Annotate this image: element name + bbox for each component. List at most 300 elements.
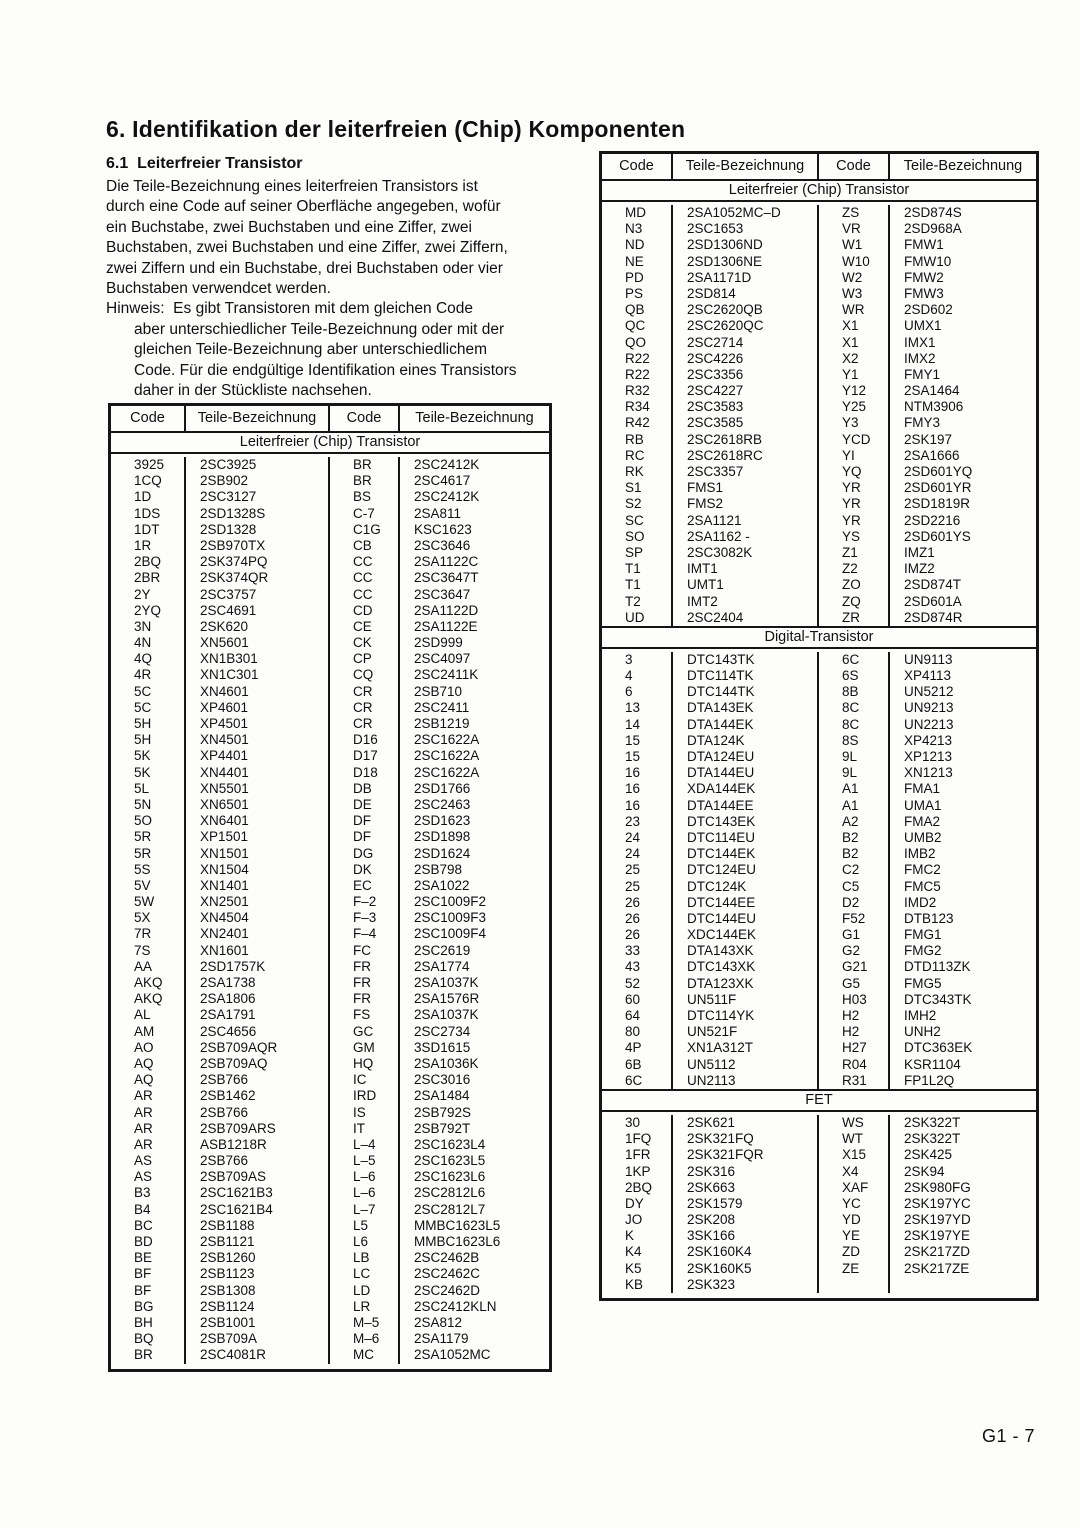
table-row — [602, 1244, 1036, 1260]
table-section-title: Digital-Transistor — [602, 626, 1036, 649]
part-name-cell: 2SK197YD — [904, 1212, 971, 1228]
code-cell: CC — [330, 554, 400, 570]
part-name-cell: 2SC2734 — [414, 1023, 471, 1039]
code-cell: 33 — [602, 943, 673, 959]
code-cell: BE — [111, 1250, 186, 1266]
table-row — [602, 927, 1036, 943]
part-name-cell: FMW1 — [904, 237, 944, 253]
part-name-cell: IMB2 — [904, 846, 936, 862]
code-cell: JO — [602, 1212, 673, 1228]
code-cell: 9L — [819, 765, 890, 781]
code-cell: AR — [111, 1105, 186, 1121]
code-cell: G5 — [819, 976, 890, 992]
part-name-cell: 2SB766 — [186, 1105, 330, 1121]
code-cell: QO — [602, 335, 673, 351]
table-row — [111, 1315, 549, 1331]
part-name-cell: 2SC1653 — [673, 221, 819, 237]
table-row — [602, 415, 1036, 431]
part-name-cell: XN1213 — [904, 765, 953, 781]
table-row — [111, 1331, 549, 1347]
code-cell: 5X — [111, 910, 186, 926]
part-name-cell: 2SC4617 — [414, 473, 471, 489]
part-name-cell: 2SK94 — [904, 1163, 945, 1179]
code-cell: 2BQ — [602, 1180, 673, 1196]
code-cell: CE — [330, 619, 400, 635]
code-cell: 5S — [111, 862, 186, 878]
code-cell: LC — [330, 1266, 400, 1282]
table-row — [602, 717, 1036, 733]
table-row — [111, 587, 549, 603]
table-row — [602, 1180, 1036, 1196]
code-cell: C5 — [819, 879, 890, 895]
code-cell: 9L — [819, 749, 890, 765]
table-row — [111, 1250, 549, 1266]
part-name-cell: 2SB1124 — [186, 1299, 330, 1315]
table-row — [111, 667, 549, 683]
part-name-cell: 2SA1171D — [673, 270, 819, 286]
part-name-cell: 2SC4097 — [414, 651, 471, 667]
part-name-cell: 2SC2619 — [414, 942, 471, 958]
table-row — [111, 1218, 549, 1234]
code-cell: CC — [330, 587, 400, 603]
part-name-cell: 2SB1462 — [186, 1088, 330, 1104]
code-cell: FC — [330, 943, 400, 959]
chip-transistor-table-left — [108, 403, 552, 1372]
code-cell: SC — [602, 513, 673, 529]
table-row — [111, 829, 549, 845]
part-name-cell: FMA1 — [904, 781, 941, 797]
table-row — [602, 399, 1036, 415]
code-cell: YD — [819, 1212, 890, 1228]
code-cell: 7S — [111, 943, 186, 959]
table-row — [111, 1024, 549, 1040]
code-cell: IS — [330, 1105, 400, 1121]
part-name-cell: FMA2 — [904, 813, 941, 829]
code-cell: LD — [330, 1283, 400, 1299]
code-cell: L–7 — [330, 1202, 400, 1218]
code-cell: X1 — [819, 335, 890, 351]
part-name-cell: 2SA811 — [414, 505, 462, 521]
part-name-cell: 2SK980FG — [904, 1179, 971, 1195]
part-name-cell: DTC114EU — [673, 830, 819, 846]
column-header: Code — [111, 406, 186, 431]
code-cell: L–6 — [330, 1169, 400, 1185]
note-continuation-line: aber unterschiedlicher Teile-Bezeichnung oder mit der — [134, 320, 505, 338]
part-name-cell: 2SD601YR — [904, 480, 972, 496]
code-cell: SP — [602, 545, 673, 561]
table-row — [602, 464, 1036, 480]
code-cell: 5V — [111, 878, 186, 894]
table-row — [111, 457, 549, 473]
code-cell: 13 — [602, 700, 673, 716]
part-name-cell: MMBC1623L5 — [414, 1217, 501, 1233]
part-name-cell: XP4113 — [904, 668, 952, 684]
table-row — [602, 1008, 1036, 1024]
code-cell: 2YQ — [111, 603, 186, 619]
part-name-cell: DTC144EK — [673, 846, 819, 862]
code-cell: K — [602, 1228, 673, 1244]
table-row — [602, 432, 1036, 448]
code-cell: 5K — [111, 748, 186, 764]
page-number: G1 - 7 — [982, 1426, 1036, 1446]
code-cell: GM — [330, 1040, 400, 1056]
code-cell: Y12 — [819, 383, 890, 399]
part-name-cell: 2SC2411K — [414, 667, 479, 683]
part-name-cell: UN511F — [673, 992, 819, 1008]
table-row — [111, 1169, 549, 1185]
table-row — [602, 1040, 1036, 1056]
part-name-cell: 2SK321FQ — [673, 1131, 819, 1147]
table-row — [602, 496, 1036, 512]
intro-line: durch eine Code auf seiner Oberfläche angegeben, wofür — [106, 198, 501, 216]
code-cell: 5W — [111, 894, 186, 910]
part-name-cell: UN9213 — [904, 700, 954, 716]
table-row — [111, 1040, 549, 1056]
code-cell: MC — [330, 1347, 400, 1363]
code-cell: NE — [602, 254, 673, 270]
table-row — [602, 335, 1036, 351]
code-cell: AS — [111, 1153, 186, 1169]
code-cell: T2 — [602, 594, 673, 610]
part-name-cell: XN2501 — [186, 894, 330, 910]
table-row — [602, 254, 1036, 270]
code-cell: Y25 — [819, 399, 890, 415]
part-name-cell: UNH2 — [904, 1024, 941, 1040]
code-cell: DB — [330, 781, 400, 797]
code-cell: 52 — [602, 976, 673, 992]
part-name-cell: 2SD1328S — [186, 506, 330, 522]
part-name-cell: DTA143XK — [673, 943, 819, 959]
code-cell: A1 — [819, 781, 890, 797]
code-cell: YR — [819, 513, 890, 529]
note-line: Hinweis: Es gibt Transistoren mit dem gleichen Code — [106, 300, 473, 318]
column-header: Code — [330, 406, 400, 431]
table-row — [111, 1137, 549, 1153]
table-row — [111, 781, 549, 797]
table-row — [111, 554, 549, 570]
table-row — [602, 749, 1036, 765]
table-row — [602, 1131, 1036, 1147]
code-cell: H2 — [819, 1024, 890, 1040]
part-name-cell: DTA144EE — [673, 798, 819, 814]
code-cell: AA — [111, 959, 186, 975]
part-name-cell: 2SA1037K — [414, 975, 479, 990]
table-row — [111, 894, 549, 910]
code-cell: 16 — [602, 798, 673, 814]
table-row — [602, 1228, 1036, 1244]
code-cell: YS — [819, 529, 890, 545]
code-cell: 4Q — [111, 651, 186, 667]
code-cell: 1DT — [111, 522, 186, 538]
part-name-cell: KSC1623 — [414, 521, 472, 537]
code-cell: 4P — [602, 1040, 673, 1056]
part-name-cell: MMBC1623L6 — [414, 1234, 501, 1249]
table-row — [111, 1072, 549, 1088]
table-row — [111, 1121, 549, 1137]
code-cell: C2 — [819, 862, 890, 878]
part-name-cell: DTA143EK — [673, 700, 819, 716]
part-name-cell: XP4501 — [186, 716, 330, 732]
part-name-cell: 3SK166 — [673, 1228, 819, 1244]
code-cell: 15 — [602, 749, 673, 765]
code-cell: A2 — [819, 814, 890, 830]
intro-line: ein Buchstabe, zwei Buchstaben und eine Ziffer, zwei — [106, 218, 472, 236]
code-cell: CC — [330, 570, 400, 586]
part-name-cell: 2SD968A — [904, 221, 962, 237]
code-cell: L–5 — [330, 1153, 400, 1169]
part-name-cell: 2SA812 — [414, 1314, 463, 1330]
part-name-cell: 2SD814 — [673, 286, 819, 302]
code-cell: AKQ — [111, 975, 186, 991]
part-name-cell: 2SK208 — [673, 1212, 819, 1228]
part-name-cell: 2SK217ZD — [904, 1244, 971, 1260]
part-name-cell: UMB2 — [904, 829, 942, 845]
code-cell: Y3 — [819, 415, 890, 431]
intro-paragraph — [106, 177, 517, 401]
code-cell: 1DS — [111, 506, 186, 522]
part-name-cell: UN521F — [673, 1024, 819, 1040]
code-cell: L5 — [330, 1218, 400, 1234]
part-name-cell: 2SA1122C — [414, 554, 479, 570]
code-cell: 6S — [819, 668, 890, 684]
page-title: 6. Identifikation der leiterfreien (Chip) Komponenten — [106, 116, 686, 142]
code-cell: BC — [111, 1218, 186, 1234]
code-cell: W1 — [819, 237, 890, 253]
part-name-cell: 2SC3583 — [673, 399, 819, 415]
part-name-cell: 2SK322T — [904, 1114, 961, 1130]
table-row — [602, 448, 1036, 464]
table-row — [111, 570, 549, 586]
code-cell: 6 — [602, 684, 673, 700]
code-cell: 8S — [819, 733, 890, 749]
table-row — [602, 205, 1036, 221]
table-row — [111, 522, 549, 538]
table-row — [111, 1234, 549, 1250]
part-name-cell: XN4401 — [186, 765, 330, 781]
part-name-cell: 2SK621 — [673, 1115, 819, 1131]
table-row — [111, 1056, 549, 1072]
part-name-cell: 2SC3356 — [673, 367, 819, 383]
table-row — [111, 926, 549, 942]
table-row — [111, 1185, 549, 1201]
table-row — [602, 610, 1036, 626]
code-cell: XAF — [819, 1180, 890, 1196]
code-cell: B4 — [111, 1202, 186, 1218]
code-cell: 1FQ — [602, 1131, 673, 1147]
part-name-cell: IMH2 — [904, 1008, 937, 1023]
code-cell: 1CQ — [111, 473, 186, 489]
part-name-cell: 2SC2412K — [414, 489, 480, 505]
part-name-cell: 2SD1819R — [904, 496, 971, 512]
table-row — [111, 975, 549, 991]
code-cell: 5R — [111, 846, 186, 862]
code-cell: R22 — [602, 367, 673, 383]
column-header: Code — [819, 154, 890, 179]
code-cell: AM — [111, 1024, 186, 1040]
code-cell: D16 — [330, 732, 400, 748]
part-name-cell: 2SK663 — [673, 1180, 819, 1196]
part-name-cell: 2SB1123 — [186, 1266, 330, 1282]
part-name-cell: 2SB1188 — [186, 1218, 330, 1234]
table-row — [111, 538, 549, 554]
code-cell: D2 — [819, 895, 890, 911]
code-cell: 3N — [111, 619, 186, 635]
code-cell: G2 — [819, 943, 890, 959]
table-row — [111, 635, 549, 651]
part-name-cell: XN6401 — [186, 813, 330, 829]
code-cell: 7R — [111, 926, 186, 942]
code-cell: 5N — [111, 797, 186, 813]
part-name-cell: 2SD2216 — [904, 512, 961, 528]
code-cell: 2BR — [111, 570, 186, 586]
part-name-cell: XP4401 — [186, 748, 330, 764]
part-name-cell: 2SK322T — [904, 1131, 961, 1147]
part-name-cell: 2SC2463 — [414, 796, 471, 812]
part-name-cell: 2SD601A — [904, 593, 962, 609]
part-name-cell: 2SB792T — [414, 1120, 471, 1136]
code-cell: CR — [330, 684, 400, 700]
part-name-cell: 2SB1121 — [186, 1234, 330, 1250]
code-cell: Y1 — [819, 367, 890, 383]
code-cell: W3 — [819, 286, 890, 302]
code-cell: WR — [819, 302, 890, 318]
code-cell: 16 — [602, 765, 673, 781]
code-cell: YQ — [819, 464, 890, 480]
table-row — [602, 286, 1036, 302]
part-name-cell: 2SB798 — [414, 861, 463, 877]
code-cell: 3925 — [111, 457, 186, 473]
table-row — [602, 383, 1036, 399]
part-name-cell: FMY3 — [904, 415, 941, 431]
table-row — [602, 879, 1036, 895]
part-name-cell: UN9113 — [904, 651, 953, 667]
table-row — [111, 1347, 549, 1363]
code-cell: 5C — [111, 700, 186, 716]
part-name-cell: XN1A312T — [673, 1040, 819, 1056]
part-name-cell: 2SC4081R — [186, 1347, 330, 1363]
table-row — [111, 716, 549, 732]
table-row — [602, 781, 1036, 797]
code-cell: M–5 — [330, 1315, 400, 1331]
table-row — [602, 700, 1036, 716]
code-cell: AL — [111, 1007, 186, 1023]
part-name-cell: ASB1218R — [186, 1137, 330, 1153]
table-row — [111, 862, 549, 878]
code-cell: B2 — [819, 846, 890, 862]
part-name-cell: 2SC4226 — [673, 351, 819, 367]
code-cell: DF — [330, 829, 400, 845]
part-name-cell: IMZ2 — [904, 561, 935, 577]
table-row — [111, 1105, 549, 1121]
part-name-cell: 2SC1009F4 — [414, 926, 487, 942]
part-name-cell: 2SC1623L4 — [414, 1136, 486, 1152]
table-row — [602, 1024, 1036, 1040]
part-name-cell: DTC143EK — [673, 814, 819, 830]
code-cell: ZQ — [819, 594, 890, 610]
code-cell: R22 — [602, 351, 673, 367]
table-row — [111, 1299, 549, 1315]
code-cell: 4 — [602, 668, 673, 684]
code-cell: HQ — [330, 1056, 400, 1072]
part-name-cell: DTC124K — [673, 879, 819, 895]
part-name-cell: 2SB1219 — [414, 716, 470, 731]
table-row — [602, 351, 1036, 367]
part-name-cell: 2SK321FQR — [673, 1147, 819, 1163]
code-cell: CQ — [330, 667, 400, 683]
table-row — [602, 221, 1036, 237]
part-name-cell: UN2213 — [904, 716, 954, 732]
code-cell: 16 — [602, 781, 673, 797]
part-name-cell: UN5212 — [904, 684, 954, 700]
code-cell — [819, 1277, 890, 1293]
table-row — [602, 367, 1036, 383]
code-cell: 1D — [111, 489, 186, 505]
code-cell: R04 — [819, 1057, 890, 1073]
code-cell: YR — [819, 496, 890, 512]
part-name-cell: 2SB710 — [414, 683, 463, 699]
part-name-cell: DTC124EU — [673, 862, 819, 878]
table-row — [111, 991, 549, 1007]
part-name-cell: DTC343TK — [904, 991, 972, 1007]
part-name-cell: XDC144EK — [673, 927, 819, 943]
code-cell: RB — [602, 432, 673, 448]
code-cell: ZE — [819, 1261, 890, 1277]
table-section-title: FET — [602, 1089, 1036, 1112]
table-row — [602, 862, 1036, 878]
code-cell: 25 — [602, 862, 673, 878]
code-cell: 3 — [602, 652, 673, 668]
code-cell: AQ — [111, 1056, 186, 1072]
code-cell: AQ — [111, 1072, 186, 1088]
code-cell: WT — [819, 1131, 890, 1147]
part-name-cell: 2SD1624 — [414, 845, 471, 861]
code-cell: AR — [111, 1088, 186, 1104]
code-cell: M–6 — [330, 1331, 400, 1347]
code-cell: 5C — [111, 684, 186, 700]
code-cell: YCD — [819, 432, 890, 448]
code-cell: 1KP — [602, 1164, 673, 1180]
part-name-cell: 2SB709A — [186, 1331, 330, 1347]
part-name-cell: XN1B301 — [186, 651, 330, 667]
code-cell: X1 — [819, 318, 890, 334]
code-cell: L–6 — [330, 1185, 400, 1201]
code-cell: 5R — [111, 829, 186, 845]
part-name-cell: 2SD1328 — [186, 522, 330, 538]
part-name-cell: DTC143XK — [673, 959, 819, 975]
part-name-cell: DTC144EU — [673, 911, 819, 927]
code-cell: S2 — [602, 496, 673, 512]
part-name-cell: KSR1104 — [904, 1056, 961, 1072]
code-cell: 60 — [602, 992, 673, 1008]
part-name-cell: 2SB766 — [186, 1072, 330, 1088]
code-cell: BR — [330, 457, 400, 473]
code-cell: 25 — [602, 879, 673, 895]
table-row — [602, 480, 1036, 496]
code-cell: 80 — [602, 1024, 673, 1040]
part-name-cell: 2SC1622A — [414, 732, 480, 748]
code-cell: LR — [330, 1299, 400, 1315]
table-row — [111, 878, 549, 894]
code-cell: IRD — [330, 1088, 400, 1104]
part-name-cell: 2SA1121 — [673, 513, 819, 529]
part-name-cell: 2SA1738 — [186, 975, 330, 991]
code-cell: 4N — [111, 635, 186, 651]
part-name-cell: 2SK425 — [904, 1147, 953, 1163]
part-name-cell: FMW2 — [904, 269, 944, 285]
part-name-cell: DTA124K — [673, 733, 819, 749]
part-name-cell: 2SC3647 — [414, 586, 471, 602]
part-name-cell: IMD2 — [904, 894, 937, 910]
